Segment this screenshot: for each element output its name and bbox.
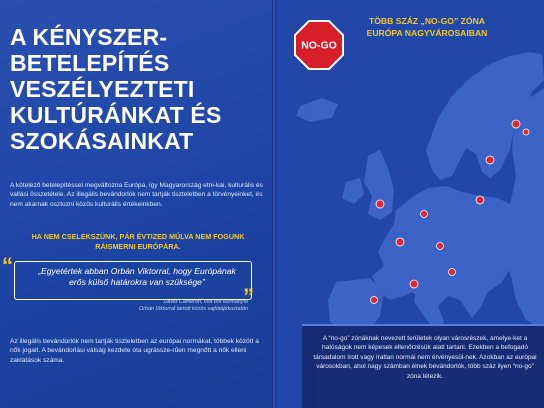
no-go-marker-icon [410, 280, 418, 288]
page-headline: A KÉNYSZER-BETELEPÍTÉS VESZÉLYEZTETI KULTÚRÁNKAT ÉS SZOKÁSAINKAT [10, 24, 222, 154]
closing-paragraph: Az illegális bevándorlók nem tartják tiszteletben az európai normákat, többek között a nők jogait. A bevándorlási válság kezdete óta ugrássze-rűen megnőtt a nők elleni zaklatások száma. [10, 338, 259, 364]
map-title: TÖBB SZÁZ „NO-GO” ZÓNA EURÓPA NAGYVÁROSAIBAN [366, 16, 488, 38]
info-text: A “no-go” zónáknak nevezett területek olyan városrészek, amelye-ket a hatóságok nem képesek ellenőrzésük alatt tartani. Ezekben a befogadó társadalom írott vagy íratlan normái nem érvényesül-nek. Azokban az európai városokban, ahol nagy számban élnek bevándorlók, több száz ilyen “no-go” zóna létezik. [313, 335, 537, 380]
quote-attribution [82, 299, 248, 313]
no-go-marker-icon [376, 200, 384, 208]
no-go-marker-icon [486, 156, 494, 164]
no-go-marker-icon [476, 196, 484, 204]
map-land-britain [364, 150, 394, 220]
attribution-context: Orbán Viktorral tartott közös sajtótájékoztatón [139, 306, 248, 312]
map-land-continent [372, 186, 516, 330]
attribution-speaker: David Cameron, volt brit kormányfő [163, 299, 248, 305]
no-go-marker-icon [396, 238, 404, 246]
callout-text: HA NEM CSELEKSZÜNK, PÁR ÉVTIZED MÚLVA NEM FOGUNK RÁISMERNI EURÓPÁRA. [31, 232, 245, 251]
map-land-iceland [296, 98, 338, 122]
no-go-sign-icon [294, 20, 344, 70]
no-go-marker-icon [512, 120, 520, 128]
no-go-marker-icon [437, 243, 444, 250]
no-go-marker-icon [449, 269, 456, 276]
quote-open-icon: “ [2, 253, 13, 278]
no-go-marker-icon [421, 211, 428, 218]
intro-paragraph: A kötelező betelepítéssel megváltozna Európa, így Magyarország etni-kai, kulturális és vallási összetétele. Az illegális bevándorlók nem tartják tiszteletben a törvényeinket, és nem akarnak osztozni közös kulturális értékeinkben. [10, 182, 263, 208]
no-go-marker-icon [523, 129, 529, 135]
map-land-ireland [342, 178, 364, 204]
info-box [302, 324, 544, 408]
no-go-marker-icon [371, 297, 378, 304]
sign-label: NO-GO [301, 39, 337, 52]
quote-close-icon: ” [243, 284, 254, 309]
right-page [276, 0, 544, 408]
quote-text: „Egyetértek abban Orbán Viktorral, hogy Európának erős külső határokra van szüksége” [38, 266, 236, 287]
